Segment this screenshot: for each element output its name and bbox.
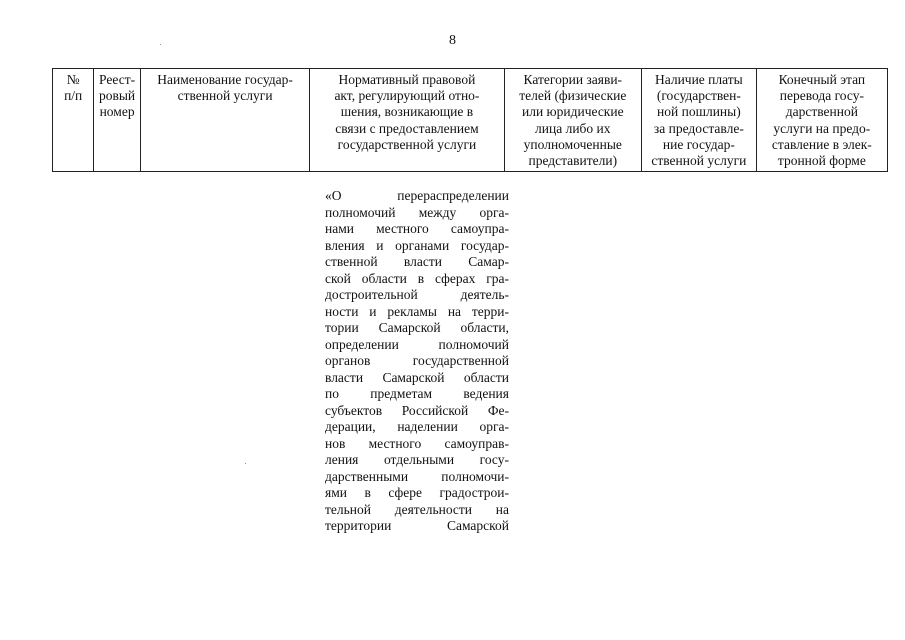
text-line: дерации, наделении орга- (325, 419, 509, 434)
text-line: вления и органами государ- (325, 237, 509, 253)
text-line: тории Самарской области, (325, 320, 509, 335)
text-line: достроительной деятель- (325, 287, 509, 302)
text-line: ской области в сферах гра- (325, 270, 509, 286)
services-table-header (52, 68, 888, 172)
header-service-name: Наименование государ- ственной услуги (140, 69, 309, 172)
text-line: тельной деятельности на (325, 501, 509, 517)
text-line: территории Самарской (325, 518, 509, 533)
text-line: полномочий между орга- (325, 204, 509, 220)
header-applicant-categories: Категории заяви- телей (физические или юридические лица либо их уполномоченные представители) (504, 69, 641, 172)
header-legal-act: Нормативный правовой акт, регулирующий отно- шения, возникающие в связи с предоставлением государственной услуги (310, 69, 504, 172)
text-line: «О перераспределении (325, 188, 509, 203)
text-line: ления отдельными госу- (325, 452, 509, 467)
text-line: определении полномочий (325, 336, 509, 352)
text-line: власти Самарской области (325, 369, 509, 385)
header-number: № п/п (53, 69, 94, 172)
page-number: 8 (449, 33, 456, 48)
text-line: ями в сфере градострои- (325, 485, 509, 500)
scan-speck (245, 463, 246, 464)
legal-act-continuation-text (325, 188, 509, 535)
text-line: дарственными полномочи- (325, 468, 509, 484)
text-line: ности и рекламы на терри- (325, 303, 509, 319)
text-line: ственной власти Самар- (325, 254, 509, 269)
header-fee: Наличие платы (государствен- ной пошлины) за предоставле- ние государ- ственной услуги (642, 69, 757, 172)
text-line: нами местного самоупра- (325, 221, 509, 236)
header-registry-number: Реест- ровый номер (94, 69, 141, 172)
header-final-stage: Конечный этап перевода госу- дарственной услуги на предо- ставление в элек- тронной форме (756, 69, 887, 172)
text-line: органов государственной (325, 353, 509, 368)
text-line: нов местного самоуправ- (325, 435, 509, 451)
text-line: субъектов Российской Фе- (325, 402, 509, 418)
table-header-row (53, 69, 888, 172)
scan-speck (160, 44, 161, 45)
text-line: по предметам ведения (325, 386, 509, 401)
